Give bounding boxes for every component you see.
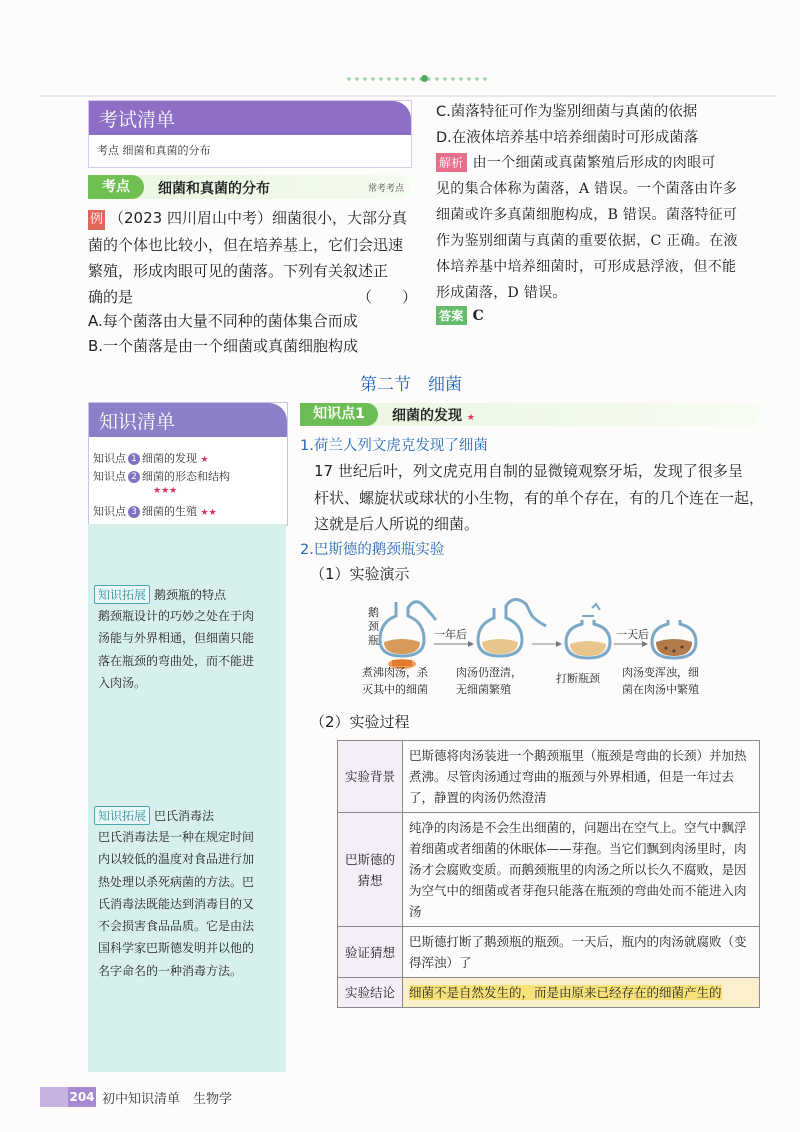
knowledge-item-2: 知识点 2 细菌的形态和结构: [93, 470, 230, 483]
caption-2: 肉汤仍澄清， 无细菌繁殖: [456, 666, 522, 696]
analysis-tag: 解析: [436, 153, 467, 172]
extension-2-text: 巴氏消毒法是一种在规定时间 内以较低的温度对食品进行加 热处理以杀死病菌的方法。巴 氏消毒法既能达到消毒目的又 不会损害食品品质。它是由法 国科学家巴斯德发明并以他的 名字命名的一种消毒方法。: [98, 830, 255, 978]
header-dot: [421, 75, 428, 82]
flask-broken-neck-icon: [566, 604, 610, 658]
knowledge-item-3: 知识点 3 细菌的生殖 ★★: [93, 505, 217, 518]
caption-1: 煮沸肉汤，杀 灭其中的细菌: [362, 666, 428, 696]
star-icon: ★★★: [153, 486, 178, 496]
knowledge-point-bar: [300, 403, 760, 426]
extension-1-text: 鹅颈瓶设计的巧妙之处在于肉 汤能与外界相通，但细菌只能 落在瓶颈的弯曲处，而不能进 入肉汤。: [98, 609, 255, 690]
knowledge-list-title: 知识清单: [99, 411, 176, 433]
footer-title: 初中知识清单 生物学: [102, 1092, 233, 1107]
conclusion-highlight: 细菌不是自然发生的，而是由原来已经存在的细菌产生的: [409, 985, 722, 1000]
flask-turbid-icon: [652, 620, 696, 658]
option-d: D.在液体培养基中培养细菌时可形成菌落: [436, 130, 699, 146]
kaodian-title: 细菌和真菌的分布: [158, 181, 270, 197]
knowledge-item-1: 知识点 1 细菌的发现 ★: [93, 452, 209, 465]
example-line-1: 例 （2023 四川眉山中考）细菌很小，大部分真: [88, 208, 407, 230]
flask-boiling-icon: [380, 602, 436, 669]
example-line-3: 繁殖，形成肉眼可见的菌落。下列有关叙述正: [88, 262, 389, 280]
table-row: [338, 741, 760, 813]
subheading-demo: （1）实验演示: [310, 565, 410, 583]
row-body: 巴斯德将肉汤装进一个鹅颈瓶里（瓶颈是弯曲的长颈）并加热煮沸。尽管肉汤通过弯曲的瓶颈与外界相通，但是一年过去了，静置的肉汤仍然澄清: [403, 741, 760, 813]
caption-3: 打断瓶颈: [556, 672, 600, 685]
row-header: 实验背景: [338, 741, 403, 813]
experiment-process-table: [337, 740, 760, 1008]
extension-title: 鹅颈瓶的特点: [154, 588, 227, 602]
heading-2: 2.巴斯德的鹅颈瓶实验: [300, 542, 445, 558]
exam-list-subtitle: 考点 细菌和真菌的分布: [97, 144, 211, 157]
exam-list-header: [89, 101, 411, 135]
answer-value: C: [472, 308, 485, 324]
extension-tag: 知识拓展: [94, 585, 150, 604]
extension-tag: 知识拓展: [94, 806, 150, 825]
analysis-line-3: 细菌或许多真菌细胞构成，B 错误。菌落特征可: [436, 207, 738, 223]
star-icon: ★: [466, 413, 475, 423]
analysis-line-2: 见的集合体称为菌落，A 错误。一个菌落由许多: [436, 181, 738, 197]
page-number: 204: [68, 1087, 96, 1107]
example-tag: 例: [88, 210, 105, 230]
option-a: A.每个菌落由大量不同种的菌体集合而成: [88, 312, 358, 330]
knowledge-list-header: [89, 403, 287, 437]
extension-2-header: [94, 806, 214, 825]
option-c: C.菌落特征可作为鉴别细菌与真菌的依据: [436, 104, 698, 120]
footer-accent: [40, 1087, 68, 1107]
analysis-line-6: 形成菌落，D 错误。: [436, 285, 567, 301]
flask-clear-icon: [478, 599, 546, 656]
star-icon: ★★: [200, 508, 217, 518]
kaodian-bar: [88, 175, 410, 199]
kaodian-frequency: 常考考点: [367, 184, 404, 194]
table-row: [338, 927, 760, 978]
exam-list-box: [88, 100, 412, 168]
analysis-line-4: 作为鉴别细菌与真菌的重要依据，C 正确。在液: [436, 233, 738, 249]
extension-title: 巴氏消毒法: [154, 809, 215, 823]
knowledge-point-tag: 知识点1: [300, 403, 378, 426]
knowledge-point-title: 细菌的发现 ★: [392, 408, 475, 424]
exam-list-title: 考试清单: [99, 109, 176, 131]
table-row: [338, 813, 760, 927]
section-title: 第二节 细菌: [360, 375, 462, 395]
row-header: 实验结论: [338, 978, 403, 1008]
row-header: 验证猜想: [338, 927, 403, 978]
extension-1-header: [94, 585, 226, 604]
row-body: 纯净的肉汤是不会生出细菌的，问题出在空气上。空气中飘浮着细菌或者细菌的休眠体——芽孢。当它们飘到肉汤里时，肉汤才会腐败变质。而鹅颈瓶里的肉汤之所以长久不腐败，是因为空气中的细菌或者芽孢只能落在瓶颈的弯曲处而不能进入肉汤: [403, 813, 760, 927]
analysis-line-1: 解析 由一个细菌或真菌繁殖后形成的肉眼可: [436, 152, 716, 172]
body-line-1: 17 世纪后叶，列文虎克用自制的显微镜观察牙垢，发现了很多呈: [314, 462, 743, 480]
example-line-2: 菌的个体也比较小，但在培养基上，它们会迅速: [88, 236, 404, 254]
flask-label: 鹅 颈 瓶: [368, 606, 379, 647]
star-icon: ★: [200, 455, 209, 465]
example-line-4: 确的是: [88, 288, 134, 306]
table-row: [338, 978, 760, 1008]
answer-tag: 答案: [436, 306, 467, 325]
answer-line: [436, 306, 484, 325]
body-line-2: 杆状、螺旋状或球状的小生物，有的单个存在，有的几个连在一起，: [314, 489, 765, 507]
row-body: [403, 978, 760, 1008]
row-header: 巴斯德的猜想: [338, 813, 403, 927]
caption-4: 肉汤变浑浊，细 菌在肉汤中繁殖: [622, 666, 699, 696]
arrow-label-year: 一年后: [434, 628, 467, 641]
heading-1: 1.荷兰人列文虎克发现了细菌: [300, 438, 488, 454]
header-rule: [40, 95, 775, 97]
header-dots: [345, 76, 490, 82]
arrow-label-day: 一天后: [616, 628, 649, 641]
row-body: 巴斯德打断了鹅颈瓶的瓶颈。一天后，瓶内的肉汤就腐败（变得浑浊）了: [403, 927, 760, 978]
goose-neck-flask-diagram: [356, 594, 776, 704]
subheading-process: （2）实验过程: [310, 713, 410, 731]
body-line-3: 这就是后人所说的细菌。: [314, 515, 480, 533]
analysis-line-5: 体培养基中培养细菌时，可形成悬浮液，但不能: [436, 259, 737, 275]
option-b: B.一个菌落是由一个细菌或真菌细胞构成: [88, 337, 359, 355]
answer-bracket: （ ）: [357, 288, 418, 306]
kaodian-tag: 考点: [88, 175, 144, 199]
knowledge-list-box: [88, 402, 288, 526]
